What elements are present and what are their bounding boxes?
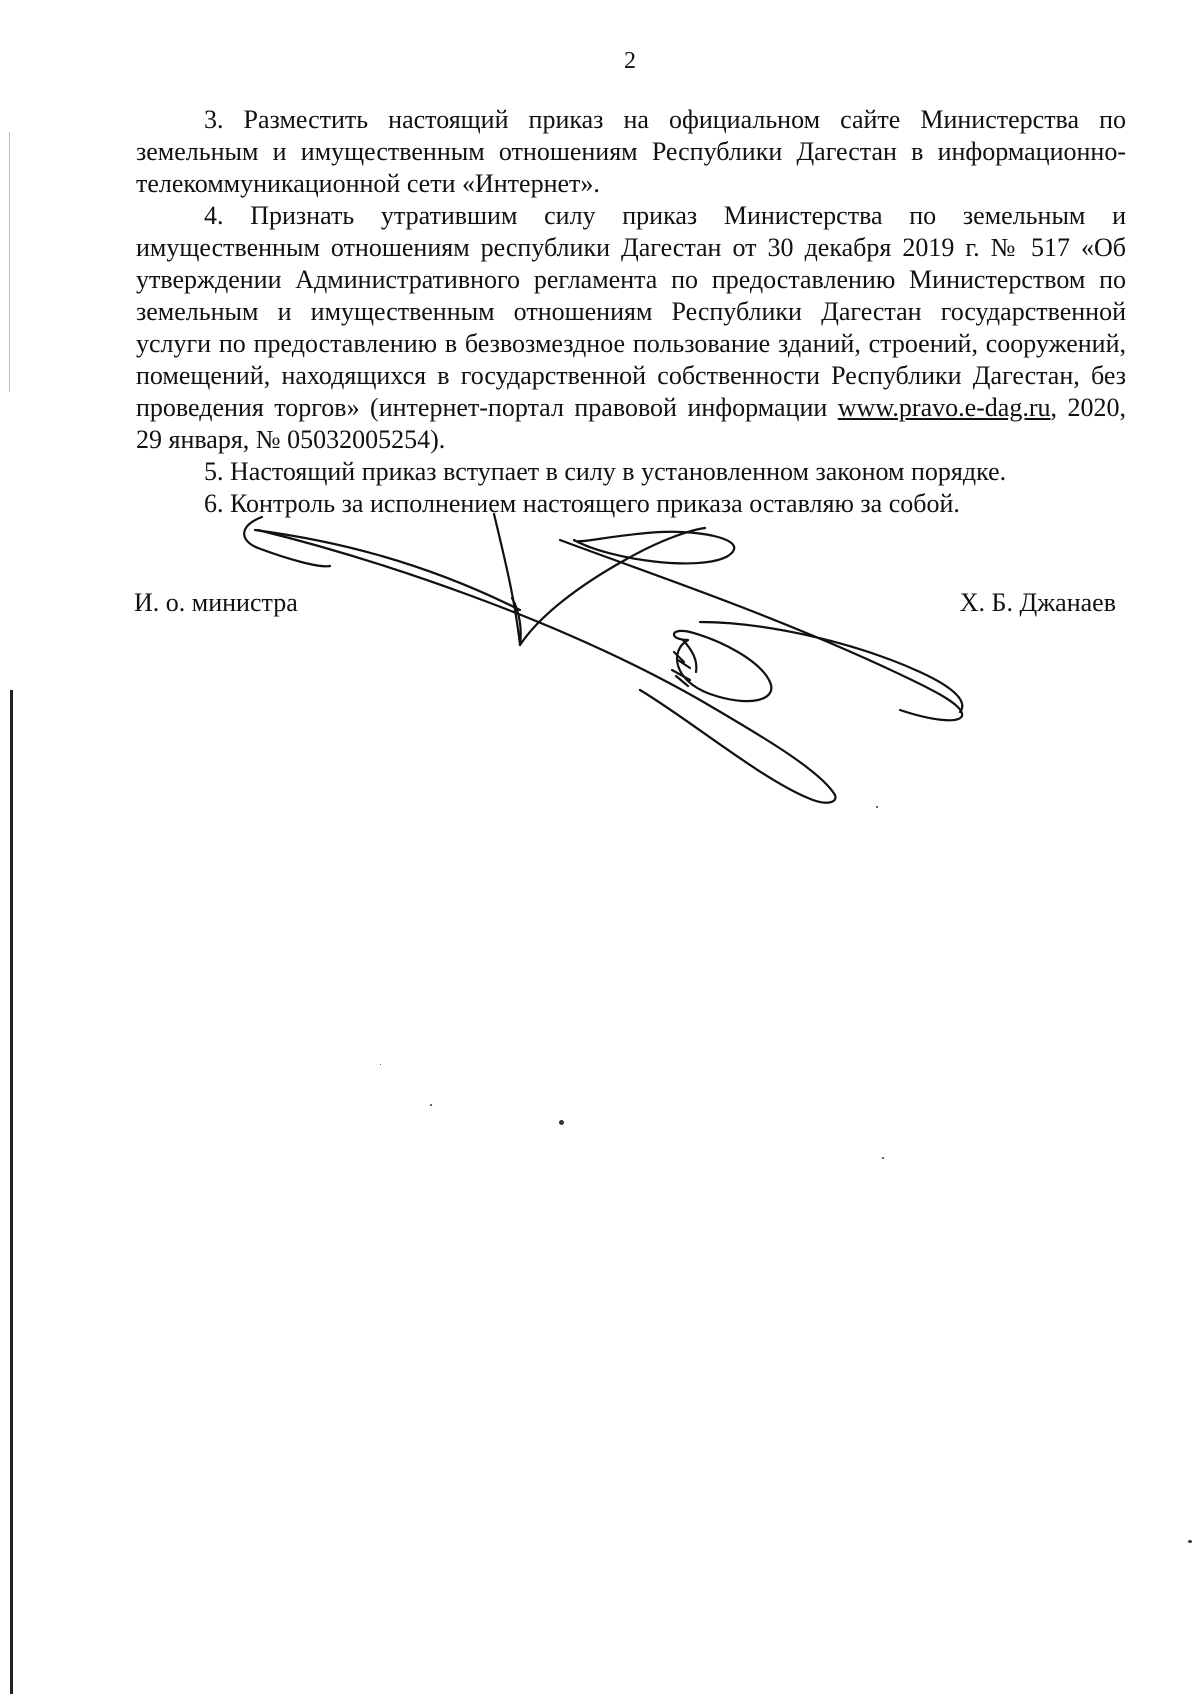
- signatory-name: Х. Б. Джанаев: [959, 588, 1116, 617]
- scan-speck: [430, 1104, 432, 1106]
- scan-edge-line: [10, 690, 13, 1694]
- signatory-position: И. о. министра: [134, 588, 298, 617]
- scan-edge-line: [9, 132, 10, 392]
- scan-speck: [559, 1120, 564, 1125]
- document-body: [136, 104, 1126, 520]
- scan-speck: [1188, 1540, 1192, 1543]
- page-number: 2: [624, 48, 636, 74]
- paragraph-4-tail: , 2020, 29 января, № 05032005254).: [136, 393, 1126, 454]
- scan-speck: [876, 806, 878, 808]
- paragraph-4: [136, 200, 1126, 456]
- scan-speck: [882, 1157, 884, 1159]
- scan-speck: [380, 1064, 381, 1065]
- paragraph-3: 3. Разместить настоящий приказ на официальном сайте Министерства по земельным и имущественным отношениям Республики Дагестан в информационно-телекоммуникационной сети «Интернет».: [136, 105, 1126, 198]
- pravo-link[interactable]: www.pravo.e-dag.ru: [837, 393, 1051, 422]
- paragraph-6: 6. Контроль за исполнением настоящего приказа оставляю за собой.: [204, 489, 960, 518]
- paragraph-5: 5. Настоящий приказ вступает в силу в установленном законом порядке.: [204, 457, 1007, 486]
- paragraph-4-text: 4. Признать утратившим силу приказ Министерства по земельным и имущественным отношениям республики Дагестан от 30 декабря 2019 г. № 517 «Об утверждении Административного регламента по предоставлению Министерством по земельным и имущественным отношениям Республики Дагестан государственной услуги по предоставлению в безвозмездное пользование зданий, строений, сооружений, помещений, находящихся в государственной собственности Республики Дагестан, без проведения торгов» (интернет-портал правовой информации: [136, 201, 1126, 422]
